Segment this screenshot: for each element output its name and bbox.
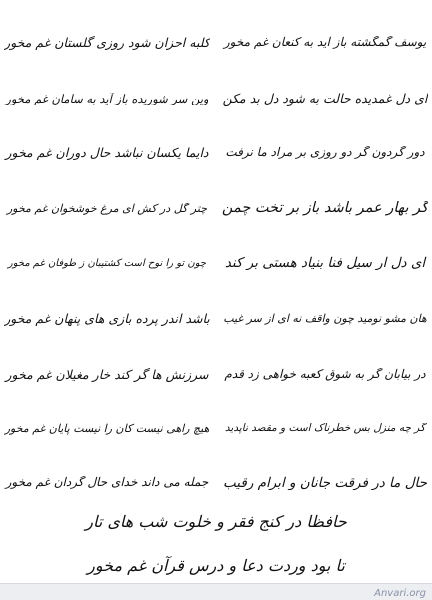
couplet bbox=[4, 406, 428, 452]
hemistich-right: هان مشو نومید چون واقف نه ای از سر غیب bbox=[223, 312, 427, 325]
hemistich-left: وین سر شوریده باز آید به سامان غم مخور bbox=[5, 92, 209, 106]
hemistich-left: سرزنش ها گر کند خار مغیلان غم مخور bbox=[5, 368, 209, 382]
hemistich-right: دور گردون گر دو روزی بر مراد ما نرفت bbox=[225, 146, 425, 160]
couplet bbox=[4, 130, 428, 176]
hemistich-right: حال ما در فرقت جانان و ابرام رقیب bbox=[223, 475, 427, 491]
watermark: Anvari.org bbox=[374, 588, 426, 599]
final-line-1: حافظا در کنج فقر و خلوت شب های تار bbox=[85, 512, 347, 531]
hemistich-right: گر بهار عمر باشد باز بر تخت چمن bbox=[222, 201, 428, 217]
hemistich-right: در بیابان گر به شوق کعبه خواهی زد قدم bbox=[224, 368, 426, 382]
couplet bbox=[4, 352, 428, 398]
hemistich-left: کلبه احزان شود روزی گلستان غم مخور bbox=[4, 36, 210, 50]
hemistich-right: یوسف گمگشته باز آید به کنعان غم مخور bbox=[223, 36, 427, 50]
hemistich-right: ای دل ار سیل فنا بنیاد هستی بر کند bbox=[224, 255, 426, 271]
hemistich-right: گر چه منزل بس خطرناک است و مقصد ناپدید bbox=[224, 423, 426, 435]
hemistich-left: چتر گل در کش ای مرغ خوشخوان غم مخور bbox=[6, 202, 208, 215]
hemistich-left: هیچ راهی نیست کان را نیست پایان غم مخور bbox=[4, 422, 210, 435]
couplet bbox=[4, 240, 428, 286]
hemistich-left: چون تو را نوح است کشتیبان ز طوفان غم مخور bbox=[7, 257, 207, 269]
hemistich-left: جمله می داند خدای حال گردان غم مخور bbox=[5, 476, 209, 490]
footer-bar bbox=[0, 583, 432, 600]
couplet bbox=[4, 186, 428, 232]
couplet bbox=[4, 76, 428, 122]
couplet bbox=[4, 460, 428, 506]
couplet bbox=[4, 296, 428, 342]
final-line-2: تا بود وردت دعا و درس قرآن غم مخور bbox=[87, 556, 345, 575]
hemistich-left: دایما یکسان نباشد حال دوران غم مخور bbox=[5, 146, 209, 160]
hemistich-left: باشد اندر پرده بازی های پنهان غم مخور bbox=[4, 312, 210, 326]
couplet bbox=[4, 20, 428, 66]
hemistich-right: ای دل غمدیده حالت به شود دل بد مکن bbox=[222, 92, 428, 106]
